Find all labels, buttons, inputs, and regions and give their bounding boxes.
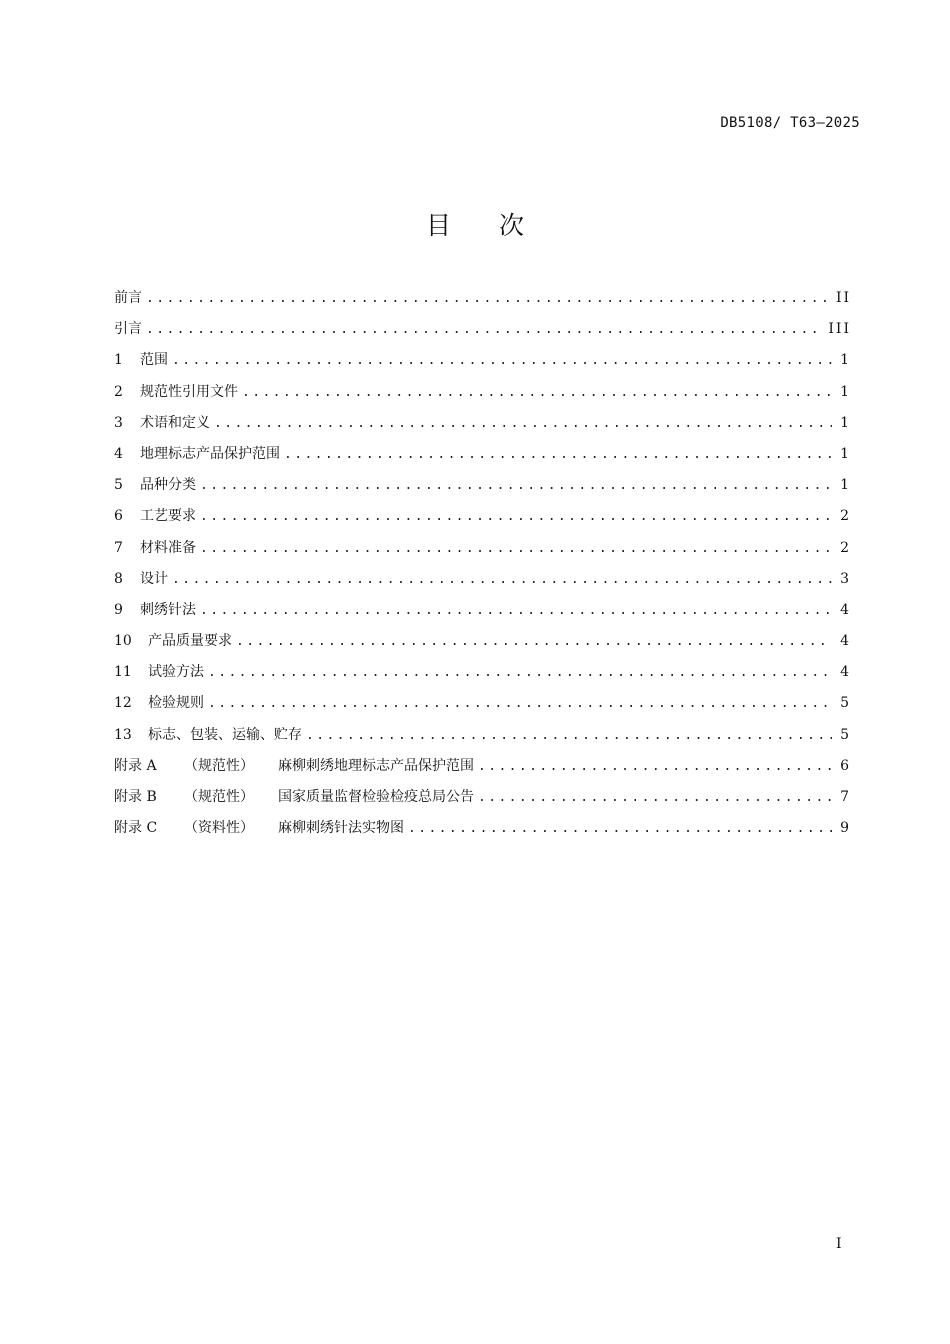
- toc-entry-label: [114, 564, 172, 595]
- toc-entry-section-11[interactable]: [114, 657, 851, 688]
- toc-entry-label: [114, 377, 242, 408]
- toc-page-number: 2: [840, 539, 851, 556]
- dot-leader: [146, 314, 820, 345]
- appendix-kind: （资料性）: [184, 820, 254, 837]
- toc-entry-section-2[interactable]: [114, 377, 851, 408]
- toc-page-number: 3: [840, 570, 851, 587]
- section-number: 3: [114, 414, 123, 431]
- section-title: 设计: [140, 570, 168, 587]
- toc-entry-label: [114, 657, 208, 688]
- toc-entry-section-12[interactable]: [114, 688, 851, 719]
- section-title: 产品质量要求: [148, 633, 232, 650]
- appendix-kind: （规范性）: [184, 757, 254, 774]
- toc-entry-label: [114, 626, 236, 657]
- toc-entry-section-1[interactable]: [114, 345, 851, 376]
- dot-leader: [478, 751, 832, 782]
- dot-leader: [284, 439, 832, 470]
- toc-page-number: 2: [840, 508, 851, 525]
- toc-entry-label: [114, 782, 478, 813]
- section-title: 标志、包装、运输、贮存: [148, 726, 302, 743]
- dot-leader: [172, 564, 832, 595]
- toc-entry-foreword[interactable]: [114, 283, 851, 314]
- section-title: 试验方法: [148, 664, 204, 681]
- section-title: 工艺要求: [140, 508, 196, 525]
- section-number: 1: [114, 352, 123, 369]
- dot-leader: [242, 377, 832, 408]
- toc-page-number: III: [828, 321, 851, 338]
- section-title: 刺绣针法: [140, 601, 196, 618]
- toc-entry-label: [114, 408, 214, 439]
- dot-leader: [236, 626, 832, 657]
- toc-page-number: 4: [840, 664, 851, 681]
- appendix-title: 麻柳刺绣地理标志产品保护范围: [278, 757, 474, 774]
- toc-entry-section-7[interactable]: [114, 533, 851, 564]
- toc-entry-label: [114, 720, 306, 751]
- table-of-contents: [114, 283, 851, 844]
- section-number: 2: [114, 383, 123, 400]
- section-number: 10: [114, 633, 132, 650]
- appendix-kind: （规范性）: [184, 789, 254, 805]
- appendix-title: 麻柳刺绣针法实物图: [278, 820, 404, 837]
- toc-entry-appendix-a[interactable]: [114, 751, 851, 782]
- toc-page-number: 1: [840, 477, 851, 494]
- toc-page-number: 1: [840, 383, 851, 400]
- dot-leader: [172, 345, 832, 376]
- dot-leader: [200, 470, 832, 501]
- toc-page-number: 1: [840, 414, 851, 431]
- section-number: 13: [114, 726, 132, 743]
- toc-entry-label: 前言: [114, 290, 142, 306]
- section-title: 检验规则: [148, 695, 204, 712]
- section-title: 术语和定义: [140, 414, 210, 431]
- section-title: 材料准备: [140, 539, 196, 556]
- appendix-id: 附录 A: [114, 757, 157, 774]
- dot-leader: [200, 533, 832, 564]
- toc-entry-label: [114, 439, 284, 470]
- section-title: 地理标志产品保护范围: [140, 445, 280, 462]
- appendix-id: 附录 C: [114, 820, 158, 837]
- dot-leader: [208, 657, 832, 688]
- section-number: 12: [114, 695, 132, 712]
- toc-entry-label: 引言: [114, 321, 142, 338]
- dot-leader: [478, 782, 832, 813]
- toc-entry-label: [114, 345, 172, 376]
- section-number: 11: [114, 664, 132, 681]
- toc-entry-label: [114, 751, 478, 782]
- toc-page-number: 1: [840, 352, 851, 369]
- toc-entry-section-6[interactable]: [114, 501, 851, 532]
- toc-entry-introduction[interactable]: [114, 314, 851, 345]
- dot-leader: [408, 813, 832, 844]
- section-title: 规范性引用文件: [140, 383, 238, 400]
- toc-entry-label: [114, 501, 200, 532]
- section-title: 品种分类: [140, 477, 196, 494]
- document-code: DB5108/ T63—2025: [720, 115, 860, 131]
- toc-page-number: 1: [840, 445, 851, 462]
- dot-leader: [200, 501, 832, 532]
- toc-page-number: 7: [840, 789, 851, 805]
- toc-page-number: 9: [840, 820, 851, 837]
- toc-entry-section-13[interactable]: [114, 720, 851, 751]
- dot-leader: [200, 595, 832, 626]
- toc-entry-section-4[interactable]: [114, 439, 851, 470]
- toc-page-number: 5: [840, 726, 851, 743]
- section-number: 4: [114, 445, 123, 462]
- section-number: 6: [114, 508, 123, 525]
- page-title: 目 次: [426, 211, 544, 240]
- toc-page-number: 6: [840, 757, 851, 774]
- toc-entry-label: [114, 688, 208, 719]
- toc-page-number: 4: [840, 633, 851, 650]
- toc-entry-label: [114, 533, 200, 564]
- page-number: I: [836, 1236, 842, 1252]
- appendix-title: 国家质量监督检验检疫总局公告: [278, 789, 474, 805]
- dot-leader: [146, 283, 828, 314]
- toc-page-number: 4: [840, 601, 851, 618]
- toc-entry-section-10[interactable]: [114, 626, 851, 657]
- dot-leader: [214, 408, 832, 439]
- toc-entry-section-5[interactable]: [114, 470, 851, 501]
- section-number: 9: [114, 601, 123, 618]
- dot-leader: [306, 720, 832, 751]
- section-number: 5: [114, 477, 123, 494]
- section-title: 范围: [140, 352, 168, 369]
- toc-page-number: 5: [840, 695, 851, 712]
- toc-page-number: II: [835, 290, 851, 306]
- dot-leader: [208, 688, 832, 719]
- toc-entry-appendix-c[interactable]: [114, 813, 851, 844]
- section-number: 8: [114, 570, 123, 587]
- toc-entry-label: [114, 470, 200, 501]
- toc-entry-appendix-b[interactable]: [114, 782, 851, 813]
- toc-entry-label: [114, 595, 200, 626]
- toc-entry-section-3[interactable]: [114, 408, 851, 439]
- toc-entry-section-9[interactable]: [114, 595, 851, 626]
- appendix-id: 附录 B: [114, 789, 157, 805]
- toc-entry-section-8[interactable]: [114, 564, 851, 595]
- section-number: 7: [114, 539, 123, 556]
- toc-entry-label: [114, 813, 408, 844]
